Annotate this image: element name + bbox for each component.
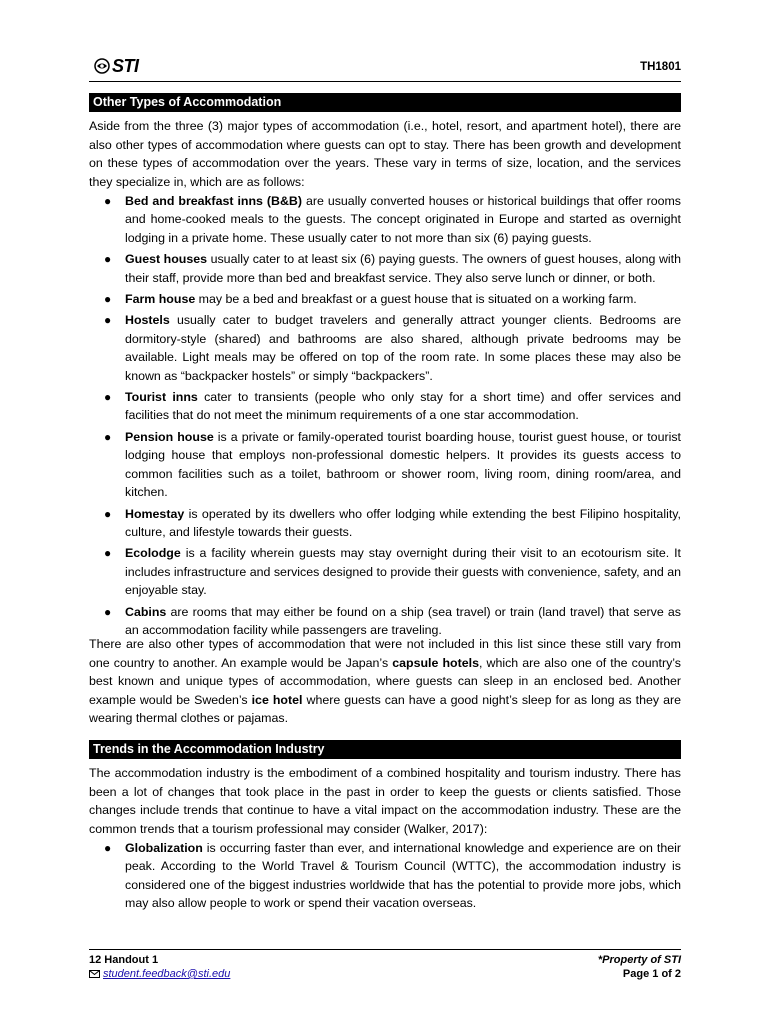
intro-paragraph: Aside from the three (3) major types of accommodation (i.e., hotel, resort, and apartment hotel), there are also other types of accommodation where guests can opt to stay. There has been growth and development on these types of accommodation over the years. These vary in terms of size, location, and the services they specialize in, which are as follows:	[89, 119, 681, 189]
page-header	[89, 53, 681, 82]
closing-text-2: , which are also one of the country’s best known and unique types of accommodation, where guests can sleep in an enclosed bed. Another example would be Sweden’s	[89, 655, 681, 707]
bullet-icon: ●	[104, 604, 112, 619]
item-term: Globalization	[125, 841, 203, 855]
bullet-icon: ●	[104, 841, 112, 855]
section-title-trends: Trends in the Accommodation Industry	[89, 740, 681, 759]
list-item	[89, 250, 681, 287]
item-description: is operated by its dwellers who offer lodging while extending the best Filipino hospitality, culture, and lifestyle towards their guests.	[125, 506, 681, 539]
list-item	[89, 839, 681, 913]
footer-right	[598, 953, 681, 981]
item-term: Farm house	[125, 292, 196, 307]
item-term: Ecolodge	[125, 546, 181, 561]
item-term: Homestay	[125, 506, 185, 521]
closing-paragraph	[89, 635, 681, 728]
list-item	[89, 603, 681, 640]
handout-label: 12 Handout 1	[89, 954, 159, 966]
item-term: Guest houses	[125, 252, 208, 267]
list-item	[89, 544, 681, 599]
envelope-icon	[89, 970, 100, 978]
ice-hotel-term: ice hotel	[251, 692, 303, 707]
bullet-icon: ●	[104, 506, 112, 521]
list-item	[89, 428, 681, 502]
list-item	[89, 290, 681, 308]
item-description: is a private or family-operated tourist boarding house, tourist guest house, or tourist lodging house that employs non-professional domestic helpers. It provides its guests access to common facilities such as a toilet, bathroom or shower room, living room, dining room/area, and kitchen.	[125, 429, 681, 500]
item-term: Hostels	[125, 313, 170, 328]
feedback-email-link[interactable]: student.feedback@sti.edu	[103, 968, 231, 980]
item-term: Tourist inns	[125, 390, 198, 405]
bullet-icon: ●	[104, 390, 112, 405]
item-description: usually cater to at least six (6) paying guests. The owners of guest houses, along with their staff, provide more than bed and breakfast service. They also serve lunch or dinner, or both.	[125, 252, 682, 285]
item-term: Cabins	[125, 604, 167, 619]
trends-list	[89, 839, 681, 916]
accommodation-types-list	[89, 192, 681, 642]
bullet-icon: ●	[104, 429, 112, 444]
item-term: Pension house	[125, 429, 214, 444]
document-code: TH1801	[640, 61, 681, 73]
page-footer	[89, 949, 681, 990]
bullet-icon: ●	[104, 252, 112, 267]
section-title-other-types: Other Types of Accommodation	[89, 93, 681, 112]
closing-text-3: where guests can have a good night’s sleep for as long as they are wearing thermal clothes or pajamas.	[89, 692, 682, 726]
list-item	[89, 192, 681, 247]
list-item	[89, 505, 681, 542]
list-item	[89, 311, 681, 385]
bullet-icon: ●	[104, 546, 112, 561]
item-description: are rooms that may either be found on a ship (sea travel) or train (land travel) that serve as an accommodation facility while passengers are traveling.	[125, 604, 681, 637]
item-term: Bed and breakfast inns (B&B)	[125, 194, 302, 208]
trends-intro-paragraph: The accommodation industry is the embodiment of a combined hospitality and tourism industry. There has been a lot of changes that took place in the past in order to keep the guests or clients satisfied. Those changes include trends that continue to have a vital impact on the accommodation industry. These are the common trends that a tourism professional may consider (Walker, 2017):	[89, 766, 681, 836]
item-description: is a facility wherein guests may stay overnight during their visit to an ecotourism site. It includes infrastructure and services designed to provide their guests with convenience, safety, and an enjoyable stay.	[125, 546, 681, 598]
item-description: cater to transients (people who only stay for a short time) and offer services and facilities that do not meet the minimum requirements of a one star accommodation.	[125, 390, 682, 423]
bullet-icon: ●	[104, 313, 112, 328]
item-description: are usually converted houses or historical buildings that offer rooms and home-cooked meals to the guests. The concept originated in Europe and started as overnight lodging in a private home. These usually cater to not more than six (6) paying guests.	[125, 194, 681, 245]
closing-text-1: There are also other types of accommodation that were not included in this list since these still vary from one country to another. An example would be Japan’s	[89, 637, 681, 670]
list-item	[89, 388, 681, 425]
item-description: usually cater to budget travelers and generally attract younger clients. Bedrooms are dormitory-style (shared) and bathrooms are also shared, although private bedrooms may be available. Light meals may be offered on top of the room rate. In some places these may also be known as “backpacker hostels” or simply “backpackers”.	[125, 313, 681, 383]
sti-logo-icon	[94, 58, 110, 74]
item-description: is occurring faster than ever, and international knowledge and experience are on their peak. According to the World Travel & Tourism Council (WTTC), the accommodation industry is considered one of the biggest industries worldwide that has the potential to provide more jobs, which may also allow people to work or spend their vacation overseas.	[125, 841, 681, 911]
property-label: *Property of STI	[597, 954, 681, 966]
logo-text: STI	[112, 55, 139, 76]
bullet-icon: ●	[104, 194, 112, 208]
footer-left	[89, 953, 230, 981]
page-number: Page 1 of 2	[622, 968, 681, 980]
bullet-icon: ●	[104, 292, 112, 307]
sti-logo	[94, 55, 139, 77]
feedback-email-row	[89, 967, 230, 981]
item-description: may be a bed and breakfast or a guest house that is situated on a working farm.	[195, 292, 637, 307]
capsule-hotels-term: capsule hotels	[392, 655, 479, 670]
